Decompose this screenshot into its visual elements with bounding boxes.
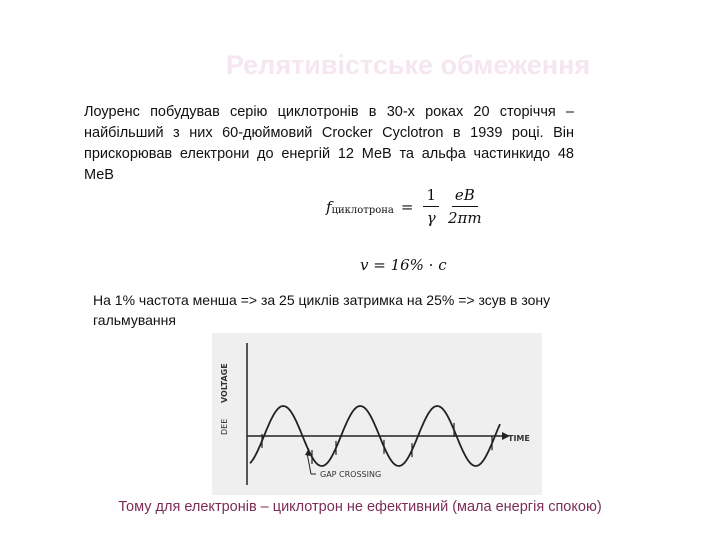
y-axis-label-dee: DEE [220, 418, 229, 435]
dee-voltage-figure [212, 333, 542, 495]
intro-paragraph: Лоуренс побудував серію циклотронів в 30-х роках 20 сторіччя – найбільший з них 60-дюймовий Crocker Cyclotron в 1939 році. Він прискорював електрони до енергій 12 МеВ та альфа частинкидо 48 МеВ [84, 104, 574, 183]
delay-note: На 1% частота менша => за 25 циклів затримка на 25% => зсув в зону гальмування [93, 292, 551, 328]
velocity-formula: v = 16% · c [360, 256, 447, 274]
dee-voltage-diagram [212, 333, 542, 495]
annotation-leader-1 [307, 453, 311, 474]
formula-fraction-gamma [423, 186, 439, 227]
slide-title: Релятивістське обмеження [225, 50, 591, 80]
formula-subscript: циклотрона [331, 205, 394, 216]
cyclotron-frequency-formula [326, 186, 488, 227]
x-axis-label: TIME [508, 434, 530, 443]
formula-fraction-eb [445, 186, 485, 227]
formula-equals: = [400, 197, 414, 216]
y-axis-label-voltage: VOLTAGE [220, 363, 229, 403]
fraction-numerator: 1 [423, 186, 439, 207]
fraction-denominator: 2πm [448, 209, 482, 227]
fraction-numerator: eB [452, 186, 478, 207]
formula-symbol: f [326, 197, 332, 216]
gap-crossing-label: GAP CROSSING [320, 470, 382, 479]
conclusion-text: Тому для електронів – циклотрон не ефективний (мала енергія спокою) [118, 499, 602, 515]
fraction-denominator: γ [426, 209, 436, 227]
